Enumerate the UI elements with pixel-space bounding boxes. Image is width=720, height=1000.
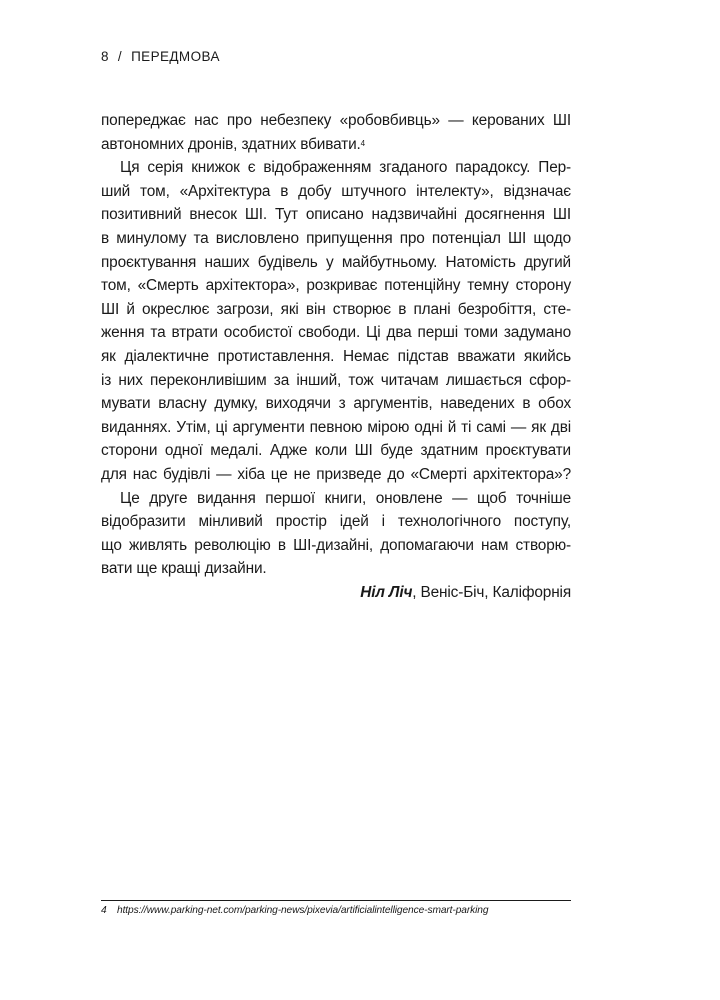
text-line: для нас будівлі — хіба це не призведе до «Смерті архітектора»? [101, 465, 571, 483]
text-line: що живлять революцію в ШІ-дизайні, допомагаючи нам створю- [101, 536, 571, 554]
footnote [101, 905, 488, 916]
text-line: проєктування наших будівель у майбутньому. Натомість другий [101, 253, 571, 271]
section-title: ПЕРЕДМОВА [131, 49, 220, 64]
text-line: відобразити мінливий простір ідей і технологічного поступу, [101, 513, 571, 531]
text-line: попереджає нас про небезпеку «робовбивць» — керованих ШІ [101, 112, 571, 129]
text-line: в минулому та висловлено припущення про потенціал ШІ щодо [101, 229, 571, 247]
text-line: ження та втрати особистої свободи. Ці два перші томи задумано [101, 324, 571, 342]
footnote-ref: 4 [360, 138, 365, 148]
author-place: , Веніс-Біч, Каліфорнія [412, 583, 571, 601]
text-line: позитивний внесок ШІ. Тут описано надзвичайні досягнення ШІ [101, 206, 571, 224]
text-line: Ця серія книжок є відображенням згаданого парадоксу. Пер- [120, 159, 571, 177]
text-line: Це друге видання першої книги, оновлене — щоб точніше [120, 489, 571, 507]
page-number: 8 [101, 49, 109, 64]
text-line: із них переконливішим за інший, тож читачам лишається сфор- [101, 371, 571, 389]
footnote-divider [101, 900, 571, 901]
text-fragment: автономних дронів, здатних вбивати. [101, 135, 361, 153]
signature-line [101, 581, 571, 605]
text-line: сторони одної медалі. Адже коли ШІ буде здатним проєктувати [101, 442, 571, 460]
running-head [101, 49, 220, 64]
text-line: мувати власну думку, виходячи з аргументів, наведених в обох [101, 395, 571, 413]
text-line: виданнях. Утім, ці аргументи певною мірою одні й ті самі — як дві [101, 418, 571, 436]
text-line: вати ще кращі дизайни. [101, 560, 267, 578]
text-line [101, 133, 571, 157]
body-text [101, 109, 571, 604]
footnote-number: 4 [101, 905, 107, 916]
text-line: ший том, «Архітектура в добу штучного інтелекту», відзначає [101, 182, 571, 200]
header-separator: / [117, 49, 123, 64]
author-name: Ніл Ліч [360, 583, 413, 601]
text-line: ШІ й окреслює загрози, які він створює в плані безробіття, сте- [101, 300, 571, 318]
footnote-url: https://www.parking-net.com/parking-news/pixevia/artificialintelligence-smart-parking [117, 905, 489, 916]
text-line: том, «Смерть архітектора», розкриває потенційну темну сторону [101, 277, 571, 295]
text-line: як діалектичне протиставлення. Немає підстав вважати якийсь [101, 347, 571, 365]
